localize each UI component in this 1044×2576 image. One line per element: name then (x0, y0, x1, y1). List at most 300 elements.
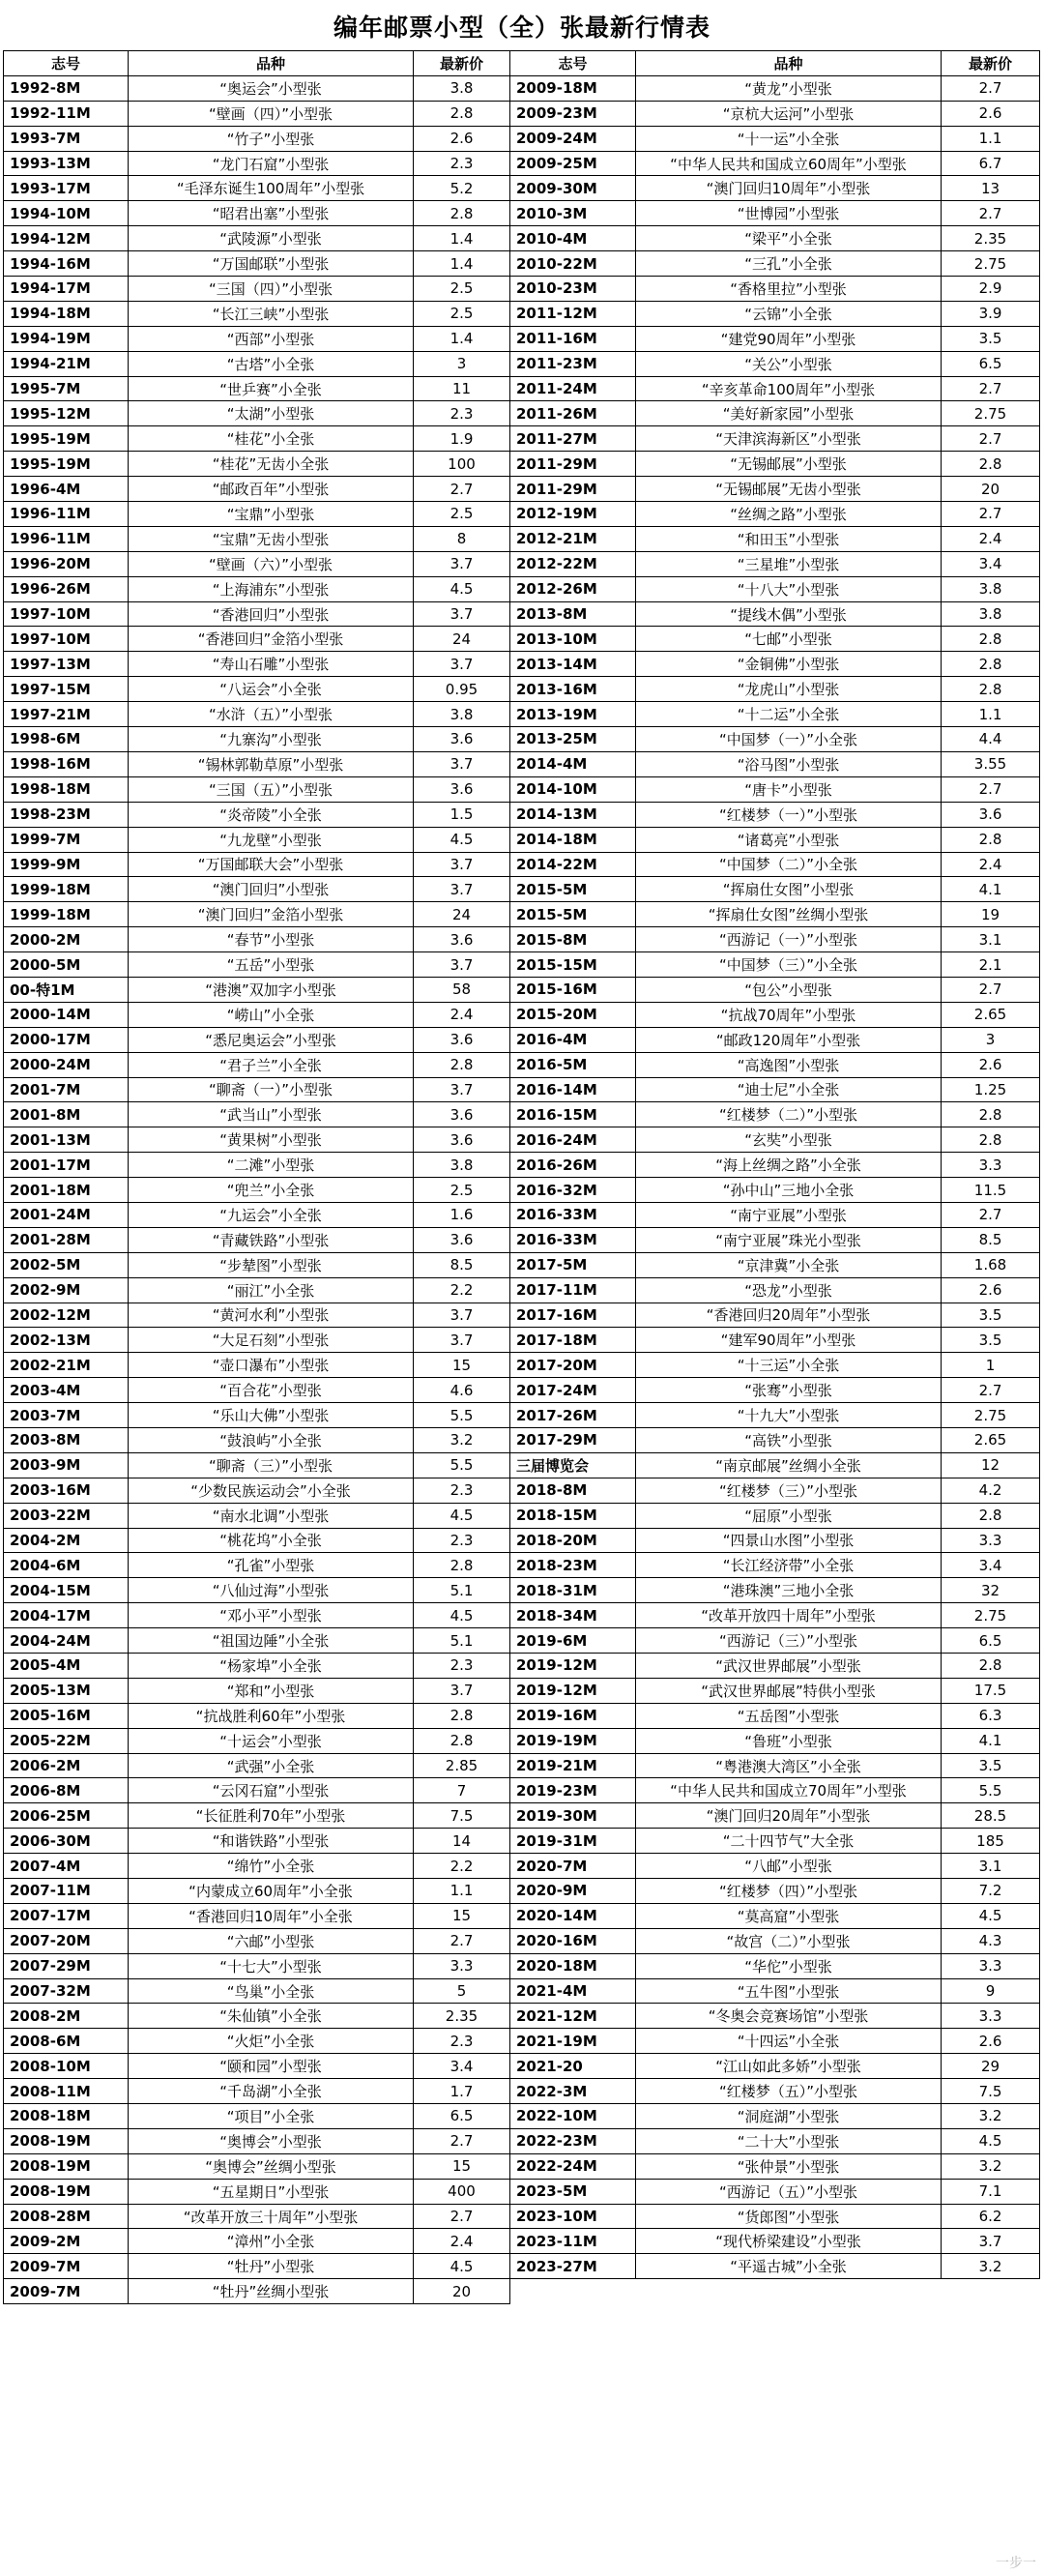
table-row (510, 251, 1040, 277)
stamp-price-cell: 3.8 (414, 75, 510, 101)
stamp-name-cell: “莫高窟”小型张 (636, 1903, 942, 1928)
table-row (4, 277, 510, 302)
stamp-code-cell: 2015-16M (510, 977, 636, 1002)
stamp-price-cell: 2.6 (414, 126, 510, 151)
stamp-price-cell: 1.7 (414, 2079, 510, 2104)
table-row (510, 1654, 1040, 1679)
stamp-price-cell: 2.8 (942, 677, 1040, 702)
stamp-name-cell: “青藏铁路”小型张 (129, 1227, 414, 1252)
stamp-code-cell: 2020-7M (510, 1854, 636, 1879)
stamp-name-cell: “龙门石窟”小型张 (129, 151, 414, 176)
table-body-left (4, 75, 510, 2303)
stamp-price-cell: 3 (414, 351, 510, 376)
stamp-price-cell: 7.2 (942, 1879, 1040, 1904)
stamp-price-cell: 2.9 (942, 277, 1040, 302)
stamp-code-cell: 2015-5M (510, 902, 636, 927)
stamp-name-cell: “南水北调”小型张 (129, 1503, 414, 1528)
table-row (4, 1252, 510, 1277)
stamp-price-cell: 2.4 (414, 2229, 510, 2254)
stamp-code-cell: 2002-12M (4, 1303, 129, 1328)
table-row (510, 2179, 1040, 2204)
table-row (510, 477, 1040, 502)
stamp-price-cell: 4.5 (414, 827, 510, 852)
stamp-code-cell: 2008-6M (4, 2029, 129, 2054)
stamp-name-cell: “奥运会”小型张 (129, 75, 414, 101)
table-row (4, 502, 510, 527)
stamp-name-cell: “红楼梦（三）”小型张 (636, 1478, 942, 1503)
stamp-code-cell: 2017-26M (510, 1403, 636, 1428)
stamp-code-cell: 2002-13M (4, 1328, 129, 1353)
stamp-name-cell: “寿山石雕”小型张 (129, 652, 414, 677)
stamp-price-cell: 2.8 (942, 827, 1040, 852)
stamp-name-cell: “中国梦（三）”小全张 (636, 952, 942, 978)
stamp-price-cell: 3.2 (942, 2104, 1040, 2129)
stamp-price-cell: 185 (942, 1829, 1040, 1854)
table-row (510, 1378, 1040, 1403)
stamp-code-cell: 2011-16M (510, 326, 636, 351)
stamp-name-cell: “洞庭湖”小型张 (636, 2104, 942, 2129)
stamp-name-cell: “西游记（五）”小型张 (636, 2179, 942, 2204)
stamp-code-cell: 1997-21M (4, 702, 129, 727)
stamp-code-cell: 2016-26M (510, 1153, 636, 1178)
stamp-name-cell: “锡林郭勒草原”小型张 (129, 751, 414, 776)
table-row (510, 2079, 1040, 2104)
table-row (4, 101, 510, 126)
stamp-code-cell: 2010-22M (510, 251, 636, 277)
stamp-name-cell: “壁画（六）”小型张 (129, 551, 414, 576)
stamp-name-cell: “三国（四）”小型张 (129, 277, 414, 302)
stamp-price-cell: 3.7 (414, 877, 510, 902)
table-row (4, 326, 510, 351)
table-row (510, 376, 1040, 401)
stamp-code-cell: 2019-6M (510, 1628, 636, 1654)
stamp-code-cell: 2000-5M (4, 952, 129, 978)
stamp-name-cell: “浴马图”小型张 (636, 751, 942, 776)
stamp-name-cell: “昭君出塞”小型张 (129, 201, 414, 226)
table-row (510, 1052, 1040, 1077)
stamp-code-cell: 1994-18M (4, 301, 129, 326)
stamp-price-cell: 13 (942, 176, 1040, 201)
table-row (4, 702, 510, 727)
stamp-code-cell: 00-特1M (4, 977, 129, 1002)
table-row (510, 2004, 1040, 2029)
stamp-price-cell: 2.75 (942, 1403, 1040, 1428)
table-row (510, 1578, 1040, 1603)
stamp-code-cell: 2018-23M (510, 1553, 636, 1578)
stamp-price-cell: 2.65 (942, 1427, 1040, 1452)
stamp-price-cell: 3.4 (414, 2054, 510, 2079)
table-row (4, 1102, 510, 1127)
table-row (510, 1002, 1040, 1027)
table-row (510, 1227, 1040, 1252)
stamp-name-cell: “万国邮联大会”小型张 (129, 852, 414, 877)
table-row (4, 1303, 510, 1328)
stamp-name-cell: “世博园”小型张 (636, 201, 942, 226)
stamp-code-cell: 2023-10M (510, 2204, 636, 2229)
stamp-price-cell: 2.8 (942, 452, 1040, 477)
table-row (4, 1328, 510, 1353)
stamp-name-cell: “香港回归20周年”小型张 (636, 1303, 942, 1328)
stamp-name-cell: “武强”小全张 (129, 1753, 414, 1778)
stamp-price-cell: 1.6 (414, 1202, 510, 1227)
stamp-price-cell: 3.3 (942, 1953, 1040, 1978)
stamp-price-cell: 3.6 (414, 1027, 510, 1052)
stamp-name-cell: “十运会”小型张 (129, 1728, 414, 1753)
stamp-name-cell: “绵竹”小全张 (129, 1854, 414, 1879)
stamp-name-cell: “长江三峡”小型张 (129, 301, 414, 326)
stamp-code-cell: 1992-8M (4, 75, 129, 101)
stamp-price-cell: 1.4 (414, 251, 510, 277)
stamp-code-cell: 2021-4M (510, 1978, 636, 2004)
stamp-name-cell: “君子兰”小全张 (129, 1052, 414, 1077)
stamp-price-cell: 3.1 (942, 927, 1040, 952)
stamp-code-cell: 1994-10M (4, 201, 129, 226)
stamp-price-cell: 2.8 (942, 1102, 1040, 1127)
stamp-code-cell: 2000-2M (4, 927, 129, 952)
stamp-price-cell: 2.75 (942, 401, 1040, 426)
stamp-name-cell: “孙中山”三地小全张 (636, 1178, 942, 1203)
stamp-name-cell: “朱仙镇”小全张 (129, 2004, 414, 2029)
table-row (4, 75, 510, 101)
table-row (4, 1277, 510, 1303)
stamp-code-cell: 1999-9M (4, 852, 129, 877)
stamp-name-cell: “武汉世界邮展”小型张 (636, 1654, 942, 1679)
stamp-code-cell: 2018-31M (510, 1578, 636, 1603)
stamp-price-cell: 3.7 (414, 1328, 510, 1353)
stamp-price-cell: 6.7 (942, 151, 1040, 176)
stamp-code-cell: 2014-18M (510, 827, 636, 852)
stamp-price-cell: 2.7 (414, 477, 510, 502)
stamp-price-cell: 2.8 (942, 652, 1040, 677)
stamp-code-cell: 2013-19M (510, 702, 636, 727)
table-row (510, 1528, 1040, 1553)
stamp-name-cell: “炎帝陵”小全张 (129, 802, 414, 827)
table-row (510, 301, 1040, 326)
stamp-code-cell: 2000-24M (4, 1052, 129, 1077)
stamp-name-cell: “桂花”小全张 (129, 426, 414, 452)
stamp-name-cell: “内蒙成立60周年”小全张 (129, 1879, 414, 1904)
stamp-price-cell: 2.5 (414, 277, 510, 302)
stamp-price-cell: 1.1 (942, 126, 1040, 151)
table-row (4, 526, 510, 551)
table-row (4, 852, 510, 877)
table-row (510, 1452, 1040, 1478)
stamp-name-cell: “万国邮联”小型张 (129, 251, 414, 277)
stamp-name-cell: “郑和”小型张 (129, 1678, 414, 1703)
stamp-code-cell: 2002-21M (4, 1353, 129, 1378)
table-row (4, 1928, 510, 1953)
stamp-code-cell: 1994-21M (4, 351, 129, 376)
price-table-right (509, 50, 1040, 2279)
stamp-code-cell: 2003-9M (4, 1452, 129, 1478)
stamp-price-cell: 2.8 (414, 1553, 510, 1578)
stamp-price-cell: 7.1 (942, 2179, 1040, 2204)
stamp-name-cell: “九运会”小全张 (129, 1202, 414, 1227)
stamp-name-cell: “红楼梦（一）”小型张 (636, 802, 942, 827)
stamp-code-cell: 2008-10M (4, 2054, 129, 2079)
table-row (510, 1153, 1040, 1178)
stamp-price-cell: 3.7 (414, 751, 510, 776)
stamp-name-cell: “中华人民共和国成立60周年”小型张 (636, 151, 942, 176)
stamp-price-cell: 24 (414, 902, 510, 927)
stamp-code-cell: 2001-17M (4, 1153, 129, 1178)
stamp-price-cell: 6.5 (414, 2104, 510, 2129)
table-body-right (510, 75, 1040, 2278)
stamp-price-cell: 2.7 (942, 426, 1040, 452)
stamp-price-cell: 1.68 (942, 1252, 1040, 1277)
stamp-price-cell: 5.2 (414, 176, 510, 201)
stamp-price-cell: 14 (414, 1829, 510, 1854)
stamp-price-cell: 3.3 (942, 1528, 1040, 1553)
stamp-name-cell: “挥扇仕女图”丝绸小型张 (636, 902, 942, 927)
stamp-code-cell: 2017-29M (510, 1427, 636, 1452)
price-table-left (3, 50, 510, 2304)
stamp-price-cell: 15 (414, 1903, 510, 1928)
stamp-price-cell: 3 (942, 1027, 1040, 1052)
stamp-price-cell: 2.7 (942, 502, 1040, 527)
stamp-name-cell: “三星堆”小型张 (636, 551, 942, 576)
stamp-name-cell: “和谐铁路”小型张 (129, 1829, 414, 1854)
table-row (4, 1528, 510, 1553)
table-row (510, 1077, 1040, 1102)
stamp-price-cell: 7.5 (942, 2079, 1040, 2104)
stamp-name-cell: “香港回归”金箔小型张 (129, 627, 414, 652)
stamp-name-cell: “改革开放三十周年”小型张 (129, 2204, 414, 2229)
stamp-name-cell: “西游记（三）”小型张 (636, 1628, 942, 1654)
stamp-name-cell: “挥扇仕女图”小型张 (636, 877, 942, 902)
stamp-name-cell: “毛泽东诞生100周年”小型张 (129, 176, 414, 201)
table-row (4, 401, 510, 426)
stamp-name-cell: “中华人民共和国成立70周年”小型张 (636, 1778, 942, 1803)
stamp-price-cell: 15 (414, 1353, 510, 1378)
stamp-code-cell: 2003-7M (4, 1403, 129, 1428)
stamp-price-cell: 2.7 (414, 1928, 510, 1953)
stamp-name-cell: “八运会”小全张 (129, 677, 414, 702)
stamp-code-cell: 2004-24M (4, 1628, 129, 1654)
stamp-code-cell: 1993-17M (4, 176, 129, 201)
table-row (510, 401, 1040, 426)
stamp-code-cell: 2023-5M (510, 2179, 636, 2204)
stamp-name-cell: “步辇图”小型张 (129, 1252, 414, 1277)
stamp-name-cell: “长征胜利70年”小型张 (129, 1803, 414, 1829)
stamp-name-cell: “兜兰”小全张 (129, 1178, 414, 1203)
stamp-price-cell: 2.7 (942, 376, 1040, 401)
stamp-price-cell: 2.65 (942, 1002, 1040, 1027)
table-row (4, 1002, 510, 1027)
table-row (510, 2204, 1040, 2229)
stamp-price-cell: 4.5 (414, 576, 510, 601)
stamp-price-cell: 1 (942, 1353, 1040, 1378)
stamp-name-cell: “八邮”小型张 (636, 1854, 942, 1879)
stamp-name-cell: “高逸图”小型张 (636, 1052, 942, 1077)
stamp-name-cell: “香港回归”小型张 (129, 601, 414, 627)
stamp-code-cell: 2017-24M (510, 1378, 636, 1403)
stamp-code-cell: 2011-23M (510, 351, 636, 376)
stamp-name-cell: “二十四节气”大全张 (636, 1829, 942, 1854)
stamp-name-cell: “聊斋（一）”小型张 (129, 1077, 414, 1102)
stamp-price-cell: 2.8 (942, 627, 1040, 652)
stamp-name-cell: “香港回归10周年”小全张 (129, 1903, 414, 1928)
stamp-price-cell: 4.5 (414, 1603, 510, 1628)
table-row (510, 1303, 1040, 1328)
header-code: 志号 (4, 51, 129, 76)
stamp-code-cell: 2004-2M (4, 1528, 129, 1553)
table-row (4, 652, 510, 677)
stamp-price-cell: 3.7 (414, 952, 510, 978)
stamp-name-cell: “颐和园”小型张 (129, 2054, 414, 2079)
stamp-code-cell: 1998-18M (4, 776, 129, 802)
stamp-name-cell: “抗战胜利60年”小型张 (129, 1703, 414, 1728)
stamp-price-cell: 4.6 (414, 1378, 510, 1403)
stamp-name-cell: “春节”小型张 (129, 927, 414, 952)
stamp-price-cell: 2.8 (414, 1728, 510, 1753)
stamp-code-cell: 2005-16M (4, 1703, 129, 1728)
stamp-price-cell: 20 (942, 477, 1040, 502)
stamp-price-cell: 3.1 (942, 1854, 1040, 1879)
stamp-price-cell: 4.1 (942, 877, 1040, 902)
stamp-code-cell: 1994-17M (4, 277, 129, 302)
stamp-code-cell: 2012-22M (510, 551, 636, 576)
stamp-code-cell: 2021-12M (510, 2004, 636, 2029)
table-row (510, 1728, 1040, 1753)
stamp-price-cell: 2.5 (414, 1178, 510, 1203)
table-row (4, 776, 510, 802)
stamp-price-cell: 3.7 (414, 601, 510, 627)
stamp-code-cell: 2006-30M (4, 1829, 129, 1854)
stamp-code-cell: 2009-7M (4, 2279, 129, 2304)
stamp-price-cell: 4.5 (942, 2128, 1040, 2153)
stamp-price-cell: 2.85 (414, 1753, 510, 1778)
stamp-code-cell: 2016-33M (510, 1202, 636, 1227)
stamp-price-cell: 2.8 (414, 1703, 510, 1728)
stamp-price-cell: 0.95 (414, 677, 510, 702)
stamp-name-cell: “丝绸之路”小型张 (636, 502, 942, 527)
stamp-name-cell: “牡丹”丝绸小型张 (129, 2279, 414, 2304)
stamp-price-cell: 2.3 (414, 151, 510, 176)
stamp-price-cell: 1.1 (414, 1879, 510, 1904)
stamp-code-cell: 2001-7M (4, 1077, 129, 1102)
stamp-code-cell: 1996-4M (4, 477, 129, 502)
stamp-code-cell: 1997-13M (4, 652, 129, 677)
stamp-price-cell: 2.2 (414, 1854, 510, 1879)
stamp-price-cell: 20 (414, 2279, 510, 2304)
stamp-name-cell: “高铁”小型张 (636, 1427, 942, 1452)
stamp-code-cell: 2012-19M (510, 502, 636, 527)
stamp-price-cell: 1.25 (942, 1077, 1040, 1102)
stamp-code-cell: 1998-23M (4, 802, 129, 827)
stamp-name-cell: “现代桥梁建设”小型张 (636, 2229, 942, 2254)
table-row (4, 1678, 510, 1703)
stamp-price-cell: 2.4 (942, 852, 1040, 877)
table-row (510, 1778, 1040, 1803)
stamp-price-cell: 3.3 (414, 1953, 510, 1978)
stamp-price-cell: 2.35 (942, 226, 1040, 251)
page-title: 编年邮票小型（全）张最新行情表 (333, 14, 710, 42)
stamp-price-cell: 17.5 (942, 1678, 1040, 1703)
stamp-code-cell: 2013-14M (510, 652, 636, 677)
table-row (510, 526, 1040, 551)
table-row (510, 677, 1040, 702)
stamp-name-cell: “武陵源”小型张 (129, 226, 414, 251)
stamp-code-cell: 2007-29M (4, 1953, 129, 1978)
stamp-code-cell: 2004-15M (4, 1578, 129, 1603)
table-row (4, 2254, 510, 2279)
stamp-code-cell: 2017-20M (510, 1353, 636, 1378)
table-row (510, 1178, 1040, 1203)
table-row (4, 1703, 510, 1728)
stamp-code-cell: 2007-17M (4, 1903, 129, 1928)
stamp-price-cell: 4.5 (942, 1903, 1040, 1928)
stamp-code-cell: 2001-24M (4, 1202, 129, 1227)
stamp-code-cell: 2005-22M (4, 1728, 129, 1753)
stamp-code-cell: 2011-26M (510, 401, 636, 426)
stamp-name-cell: “改革开放四十周年”小型张 (636, 1603, 942, 1628)
table-row (510, 1127, 1040, 1153)
table-row (4, 2104, 510, 2129)
table-row (4, 977, 510, 1002)
stamp-name-cell: “九龙壁”小型张 (129, 827, 414, 852)
stamp-code-cell: 2017-11M (510, 1277, 636, 1303)
table-row (4, 1227, 510, 1252)
stamp-price-cell: 29 (942, 2054, 1040, 2079)
stamp-name-cell: “牡丹”小型张 (129, 2254, 414, 2279)
table-row (4, 201, 510, 226)
table-row (4, 1427, 510, 1452)
stamp-price-cell: 9 (942, 1978, 1040, 2004)
stamp-price-cell: 2.4 (942, 526, 1040, 551)
stamp-price-cell: 2.8 (942, 1503, 1040, 1528)
stamp-name-cell: “十一运”小全张 (636, 126, 942, 151)
stamp-price-cell: 2.5 (414, 502, 510, 527)
stamp-name-cell: “壁画（四）”小型张 (129, 101, 414, 126)
stamp-name-cell: “京津冀”小全张 (636, 1252, 942, 1277)
stamp-price-cell: 2.6 (942, 2029, 1040, 2054)
stamp-name-cell: “黄龙”小型张 (636, 75, 942, 101)
stamp-code-cell: 2007-4M (4, 1854, 129, 1879)
stamp-code-cell: 2003-16M (4, 1478, 129, 1503)
table-row (4, 2204, 510, 2229)
stamp-code-cell: 2009-23M (510, 101, 636, 126)
stamp-name-cell: “云锦”小全张 (636, 301, 942, 326)
stamp-code-cell: 2004-6M (4, 1553, 129, 1578)
table-row (510, 727, 1040, 752)
stamp-code-cell: 1995-19M (4, 452, 129, 477)
table-row (4, 952, 510, 978)
table-row (4, 727, 510, 752)
stamp-name-cell: “澳门回归20周年”小型张 (636, 1803, 942, 1829)
stamp-price-cell: 32 (942, 1578, 1040, 1603)
table-row (4, 1452, 510, 1478)
stamp-code-cell: 1995-7M (4, 376, 129, 401)
stamp-price-cell: 2.3 (414, 2029, 510, 2054)
stamp-code-cell: 1996-26M (4, 576, 129, 601)
table-row (510, 902, 1040, 927)
table-row (4, 2153, 510, 2179)
stamp-code-cell: 2015-5M (510, 877, 636, 902)
table-row (4, 2128, 510, 2153)
table-row (4, 1077, 510, 1102)
table-row (510, 802, 1040, 827)
stamp-price-cell: 2.3 (414, 401, 510, 426)
stamp-price-cell: 2.7 (942, 1202, 1040, 1227)
stamp-price-cell: 2.3 (414, 1528, 510, 1553)
stamp-price-cell: 3.7 (414, 852, 510, 877)
stamp-name-cell: “五星期日”小型张 (129, 2179, 414, 2204)
stamp-code-cell: 1996-20M (4, 551, 129, 576)
table-row (510, 776, 1040, 802)
stamp-name-cell: “和田玉”小型张 (636, 526, 942, 551)
stamp-name-cell: “红楼梦（二）”小型张 (636, 1102, 942, 1127)
